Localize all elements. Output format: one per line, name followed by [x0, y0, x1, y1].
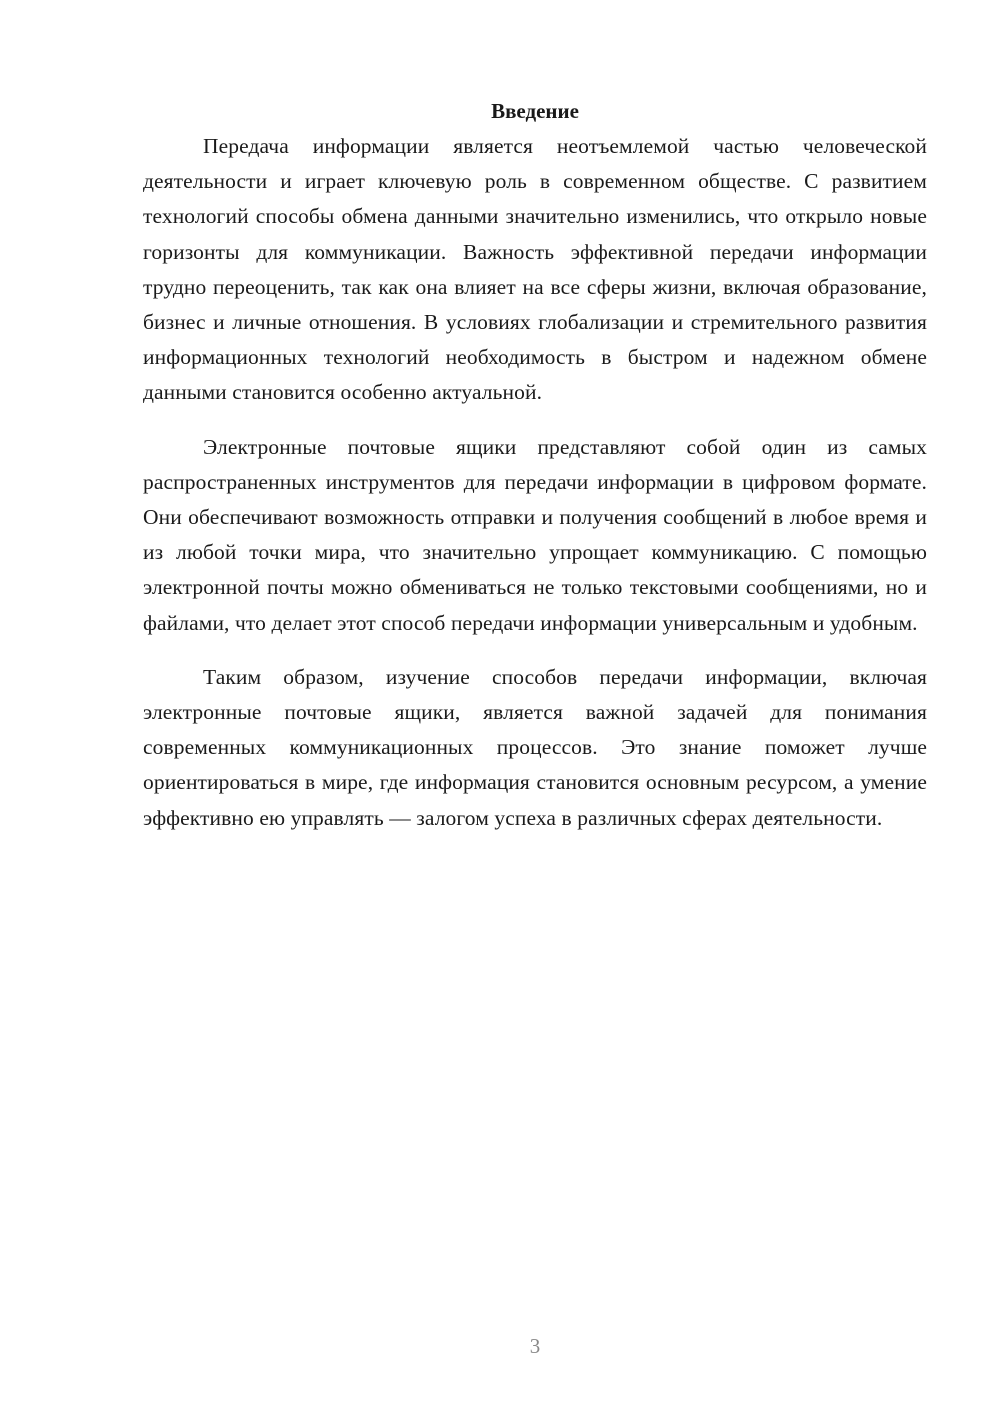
- page-number: 3: [529, 1334, 541, 1358]
- paragraph-3: Таким образом, изучение способов передачи информации, включая электронные почтовые ящики, является важной задачей для понимания современных коммуникационных процессов. Это знание поможет лучше ориентироваться в мире, где информация становится основным ресурсом, а умение эффективно ею управлять — залогом успеха в различных сферах деятельности.: [143, 664, 927, 830]
- section-heading: Введение: [491, 99, 579, 123]
- paragraph-1: Передача информации является неотъемлемой частью человеческой деятельности и играет ключевую роль в современном обществе. С развитием технологий способы обмена данными значительно изменились, что открыло новые горизонты для коммуникации. Важность эффективной передачи информации трудно переоценить, так как она влияет на все сферы жизни, включая образование, бизнес и личные отношения. В условиях глобализации и стремительного развития информационных технологий необходимость в быстром и надежном обмене данными становится особенно актуальной.: [143, 134, 927, 405]
- page-content: [143, 96, 927, 855]
- paragraph-2: Электронные почтовые ящики представляют собой один из самых распространенных инструментов для передачи информации в цифровом формате. Они обеспечивают возможность отправки и получения сообщений в любое время и из любой точки мира, что значительно упрощает коммуникацию. С помощью электронной почты можно обмениваться не только текстовыми сообщениями, но и файлами, что делает этот способ передачи информации универсальным и удобным.: [143, 434, 927, 635]
